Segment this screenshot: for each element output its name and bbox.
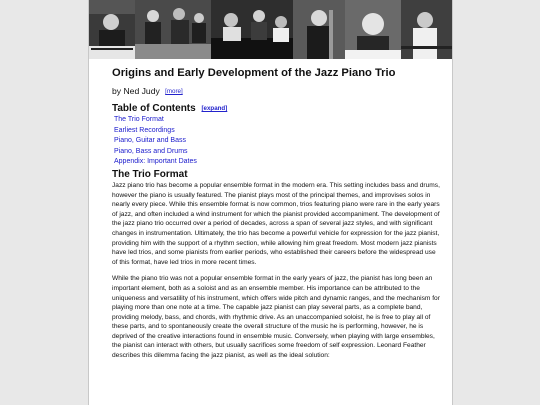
page-container (88, 0, 453, 405)
article-content (112, 62, 440, 368)
toc-list (114, 115, 440, 168)
page-title: Origins and Early Development of the Jazz Piano Trio (112, 67, 396, 79)
banner-photo-trio (211, 0, 293, 59)
toc-item-earliest-recordings[interactable]: Earliest Recordings (114, 126, 175, 134)
toc-expand-link[interactable]: [expand] (201, 105, 228, 112)
byline (112, 85, 440, 98)
banner-photo-pianist-left (89, 0, 135, 59)
header-banner-photo-collage (89, 0, 452, 59)
banner-photo-bassist (293, 0, 345, 59)
paragraph-2: While the piano trio was not a popular ensemble format in the early years of jazz, the pianist has long been an important element, both as a soloist and as an ensemble member. His importance can be attributed to the uniqueness and versatility of his instrument, which offers wide pitch and dynamic ranges, and the mechanism for playing more than one note at a time. The capable jazz pianist can play several parts, as a complete band, providing melody, bass, and chords, with rhythmic drive. As an unaccompanied soloist, he is free to play all of these parts, and to spontaneously create the overall structure of the music he is performing, however, he is deprived of the creative interactions found in ensemble music. Conversely, when playing with large ensembles, the pianist can interact with others, but usually sacrifices some freedom of self expression. Leonard Feather describes this dilemma facing the jazz pianist, as well as the ideal solution: (112, 275, 440, 360)
toc-heading: Table of Contents (112, 103, 196, 114)
paragraph-1: Jazz piano trio has become a popular ensemble format in the modern era. This setting includes bass and drums, however the piano is usually featured. The pianist plays most of the principal themes, and improvises solos in nearly every piece. While this ensemble format is now common, trios featuring piano were rare in the early years of jazz, and often included a wind instrument for which the pianist provided accompaniment. The development of the jazz piano trio occurred over a period of decades, across a span of several jazz styles, and with significant changes in instrumentation. Ultimately, the trio has become a powerful vehicle for expression for the jazz pianist, providing him with the support of a rhythm section, while allowing him great freedom. Most modern jazz pianists have led trios, and some pianists from earlier periods, who established their careers before the widespread use of this format, have led trios in more recent times. (112, 181, 440, 266)
author-name: Ned Judy (123, 86, 160, 96)
toc-item-piano-guitar-bass[interactable]: Piano, Guitar and Bass (114, 137, 186, 145)
more-link[interactable]: [more] (165, 88, 183, 95)
banner-photo-pianist-smiling (345, 0, 401, 59)
banner-photo-band (135, 0, 211, 59)
toc-section (112, 102, 440, 115)
banner-photo-right (401, 0, 452, 59)
byline-prefix: by (112, 86, 122, 96)
toc-item-appendix-dates[interactable]: Appendix: Important Dates (114, 158, 197, 166)
section-heading-trio-format: The Trio Format (112, 168, 188, 180)
toc-item-trio-format[interactable]: The Trio Format (114, 116, 164, 123)
toc-item-piano-bass-drums[interactable]: Piano, Bass and Drums (114, 147, 188, 155)
